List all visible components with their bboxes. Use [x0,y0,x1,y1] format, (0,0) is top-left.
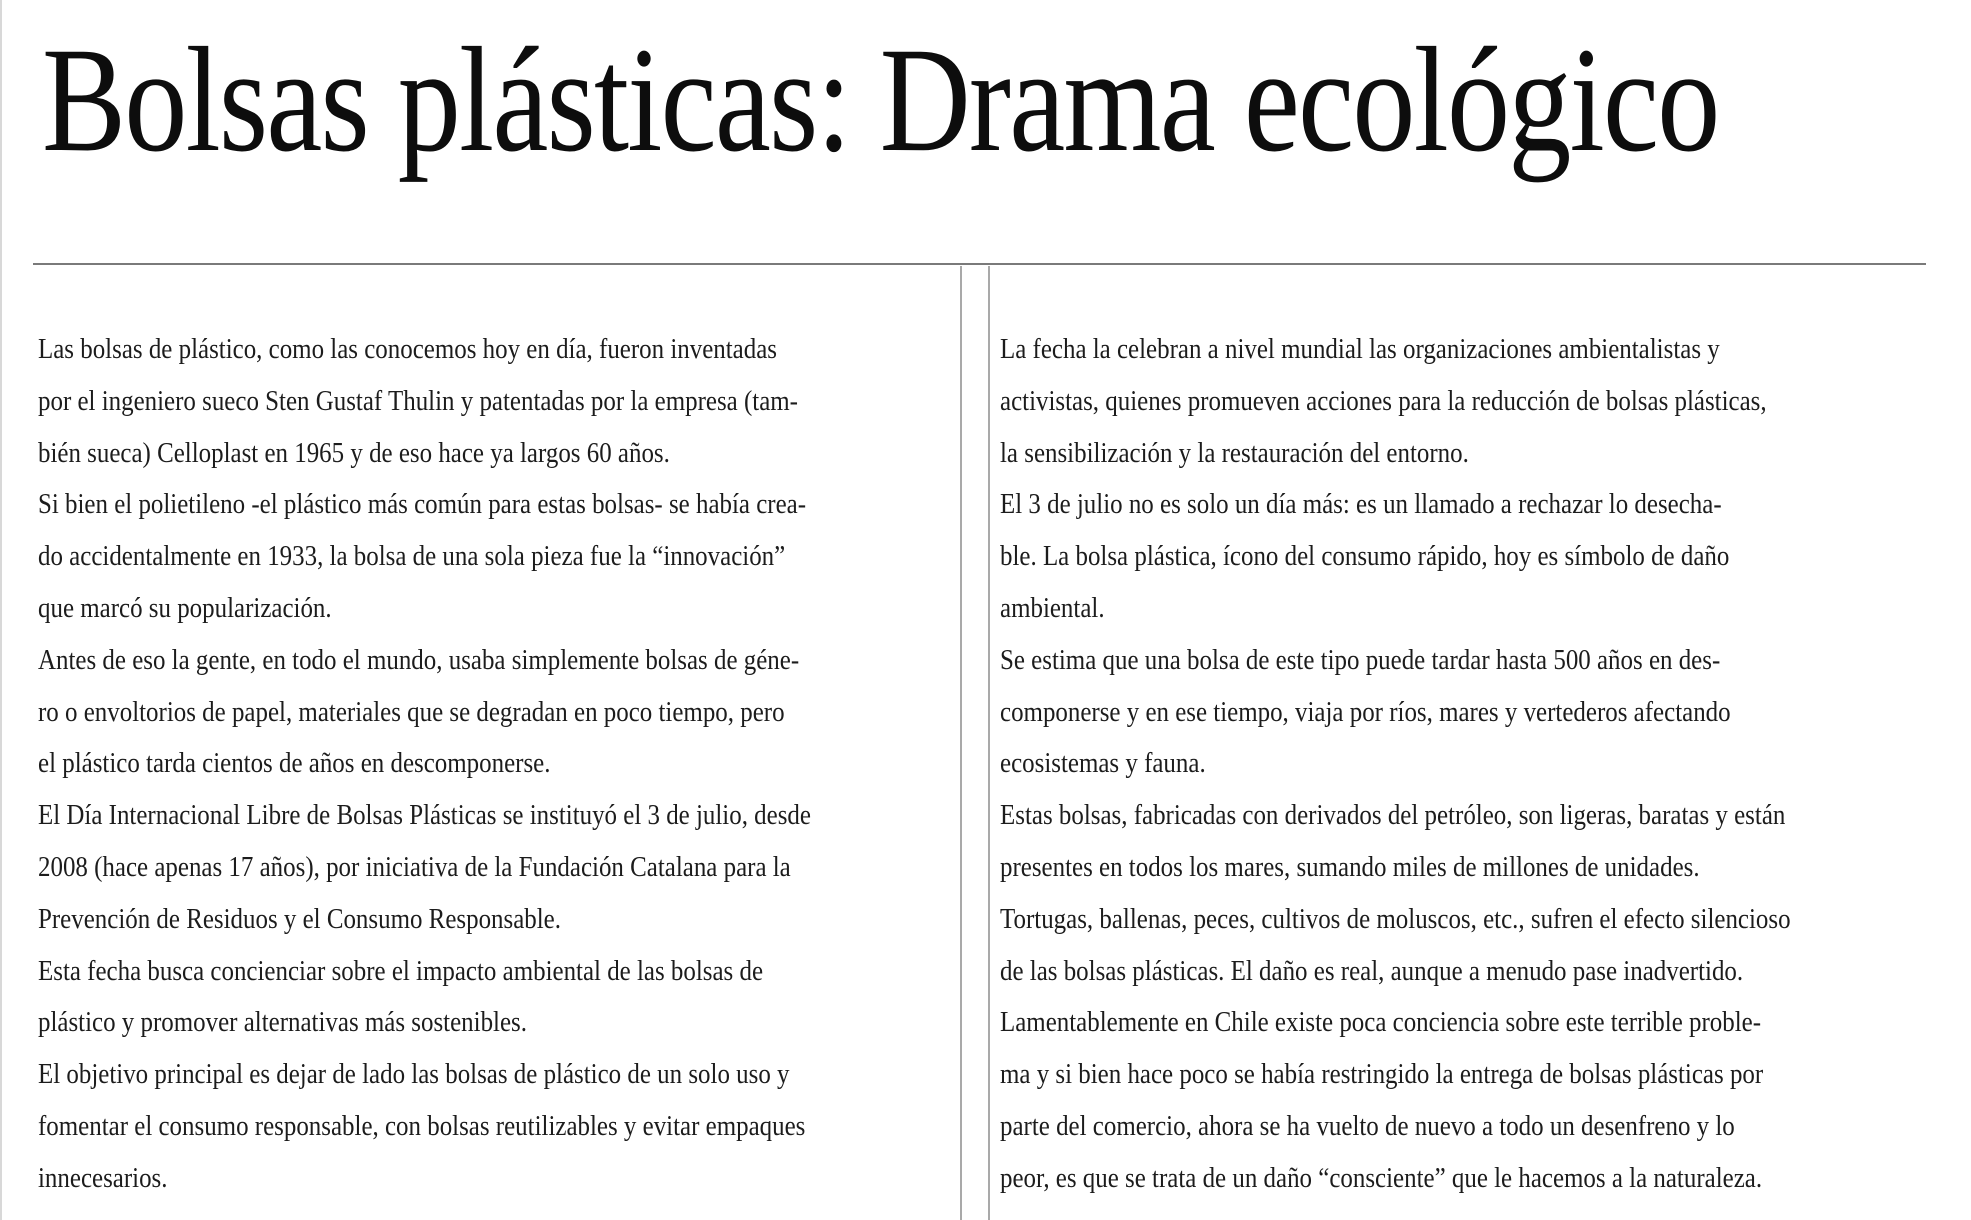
text-line: el plástico tarda cientos de años en descomponerse. [38,747,551,780]
text-line: ambiental. [1000,591,1105,624]
text-line: presentes en todos los mares, sumando miles de millones de unidades. [1000,850,1700,883]
text-line: Lamentablemente en Chile existe poca conciencia sobre este terrible proble- [1000,1006,1762,1039]
text-line: Se estima que una bolsa de este tipo puede tardar hasta 500 años en des- [1000,643,1721,676]
text-line: ble. La bolsa plástica, ícono del consumo rápido, hoy es símbolo de daño [1000,540,1730,573]
text-line: La fecha la celebran a nivel mundial las organizaciones ambientalistas y [1000,333,1720,365]
text-line: fomentar el consumo responsable, con bolsas reutilizables y evitar empaques [38,1109,806,1142]
text-line: Prevención de Residuos y el Consumo Responsable. [38,902,561,935]
text-line: Si bien el polietileno -el plástico más común para estas bolsas- se había crea- [38,488,807,521]
text-line: parte del comercio, ahora se ha vuelto de nuevo a todo un desenfreno y lo [1000,1109,1735,1142]
page-edge [0,0,2,1220]
text-line: 2008 (hace apenas 17 años), por iniciativa de la Fundación Catalana para la [38,850,791,883]
text-line: do accidentalmente en 1933, la bolsa de una sola pieza fue la “innovación” [38,540,786,573]
text-line: activistas, quienes promueven acciones para la reducción de bolsas plásticas, [1000,384,1767,417]
text-line: Tortugas, ballenas, peces, cultivos de moluscos, etc., sufren el efecto silencioso [1000,902,1791,935]
text-line: de las bolsas plásticas. El daño es real, aunque a menudo pase inadvertido. [1000,954,1744,987]
text-line: componerse y en ese tiempo, viaja por ríos, mares y vertederos afectando [1000,695,1731,728]
text-line: El 3 de julio no es solo un día más: es un llamado a rechazar lo desecha- [1000,488,1722,521]
text-line: Antes de eso la gente, en todo el mundo, usaba simplemente bolsas de géne- [38,643,800,676]
article-headline: Bolsas plásticas: Drama ecológico [42,17,1719,183]
text-line: Las bolsas de plástico, como las conocemos hoy en día, fueron inventadas [38,333,777,365]
text-line: peor, es que se trata de un daño “consciente” que le hacemos a la naturaleza. [1000,1161,1763,1194]
text-line: El Día Internacional Libre de Bolsas Plásticas se instituyó el 3 de julio, desde [38,799,811,832]
text-line: Estas bolsas, fabricadas con derivados del petróleo, son ligeras, baratas y están [1000,799,1786,832]
text-line: plástico y promover alternativas más sostenibles. [38,1006,527,1039]
left-column [38,324,938,1205]
text-line: innecesarios. [38,1161,168,1194]
text-line: ecosistemas y fauna. [1000,747,1206,780]
text-line: ro o envoltorios de papel, materiales que se degradan en poco tiempo, pero [38,695,785,728]
text-line: ma y si bien hace poco se había restringido la entrega de bolsas plásticas por [1000,1058,1764,1091]
text-line: por el ingeniero sueco Sten Gustaf Thulin y patentadas por la empresa (tam- [38,384,798,417]
column-divider [960,266,962,1220]
text-line: que marcó su popularización. [38,591,332,624]
right-column [1000,324,1925,1205]
text-line: bién sueca) Celloplast en 1965 y de eso hace ya largos 60 años. [38,436,670,469]
text-line: la sensibilización y la restauración del entorno. [1000,436,1469,469]
column-divider [988,266,990,1220]
text-line: Esta fecha busca concienciar sobre el impacto ambiental de las bolsas de [38,954,764,987]
text-line: El objetivo principal es dejar de lado las bolsas de plástico de un solo uso y [38,1058,790,1091]
headline-rule [33,263,1926,265]
